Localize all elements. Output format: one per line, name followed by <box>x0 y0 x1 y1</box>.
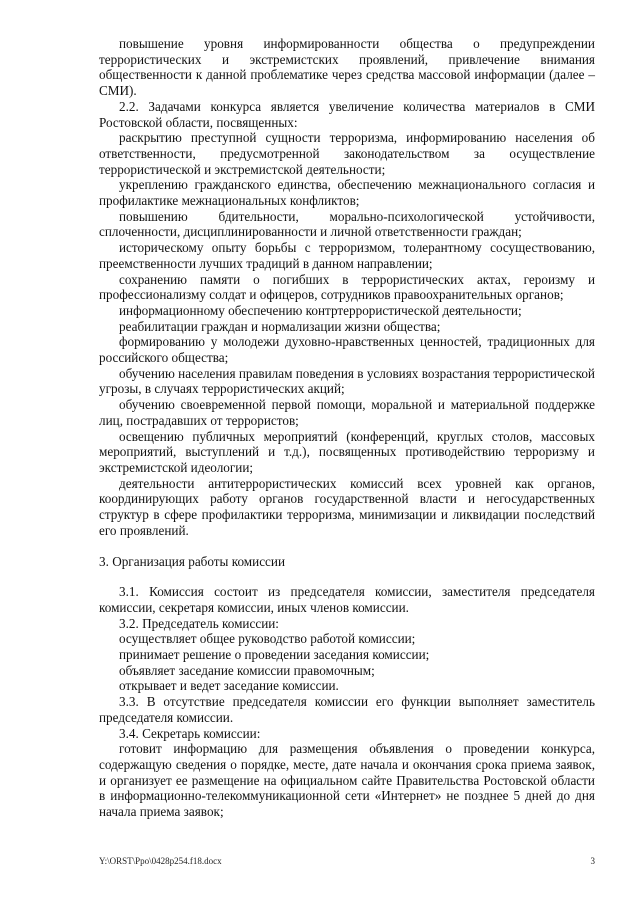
paragraph: раскрытию преступной сущности терроризма, информированию населения об ответственности, предусмотренной законодательством за осуществление террористической и экстремистской деятельности; <box>99 130 595 177</box>
paragraphs-top <box>99 36 595 539</box>
paragraph: 3.2. Председатель комиссии: <box>119 615 279 631</box>
paragraph: реабилитации граждан и нормализации жизни общества; <box>119 318 441 334</box>
paragraph: историческому опыту борьбы с терроризмом, толерантному сосуществованию, преемственности лучших традиций в данном направлении; <box>99 240 595 271</box>
paragraph: готовит информацию для размещения объявления о проведении конкурса, содержащую сведения о порядке, месте, дате начала и окончания срока приема заявок, и организует ее размещение на официальном сайте Правительства Ростовской области в информационно-телекоммуникационной сети «Интернет» не позднее 5 дней до дня начала приема заявок; <box>99 741 595 820</box>
paragraph: 3.4. Секретарь комиссии: <box>119 725 261 741</box>
paragraph: осуществляет общее руководство работой комиссии; <box>119 631 416 647</box>
paragraph: повышению бдительности, морально-психологической устойчивости, сплоченности, дисциплинированности и личной ответственности граждан; <box>99 208 595 240</box>
paragraph: обучению населения правилам поведения в условиях возрастания террористической угрозы, в случаях террористических акций; <box>99 365 595 397</box>
paragraph: освещению публичных мероприятий (конференций, круглых столов, массовых мероприятий, выступлений и т.д.), посвященных противодействию терроризму и экстремистской идеологии; <box>99 428 595 475</box>
paragraph: информационному обеспечению контртеррористической деятельности; <box>119 302 522 318</box>
paragraph: принимает решение о проведении заседания комиссии; <box>119 647 430 663</box>
file-path: Y:\ORST\Ppo\0428p254.f18.docx <box>99 856 222 866</box>
document-body <box>99 36 595 820</box>
section-heading: 3. Организация работы комиссии <box>99 553 286 569</box>
paragraph: сохранению памяти о погибших в террористических актах, героизму и профессионализму солдат и офицеров, сотрудников правоохранительных органов; <box>99 271 595 303</box>
paragraph: укреплению гражданского единства, обеспечению межнационального согласия и профилактике межнациональных конфликтов; <box>99 177 595 209</box>
paragraph: 3.1. Комиссия состоит из председателя комиссии, заместителя председателя комиссии, секретаря комиссии, иных членов комиссии. <box>99 584 595 615</box>
paragraph: объявляет заседание комиссии правомочным; <box>119 662 375 678</box>
spacer <box>99 539 595 554</box>
paragraph: открывает и ведет заседание комиссии. <box>119 678 339 694</box>
page-number: 3 <box>590 856 595 866</box>
paragraph: деятельности антитеррористических комиссий всех уровней как органов, координирующих работу органов государственной власти и негосударственных структур в сфере профилактики терроризма, минимизации и ликвидации последствий его проявлений. <box>99 475 595 538</box>
spacer <box>99 569 595 584</box>
paragraph: обучению своевременной первой помощи, моральной и материальной поддержке лиц, пострадавших от террористов; <box>99 397 595 428</box>
paragraph: 3.3. В отсутствие председателя комиссии его функции выполняет заместитель председателя комиссии. <box>99 694 595 725</box>
paragraph: 2.2. Задачами конкурса является увеличение количества материалов в СМИ Ростовской области, посвященных: <box>99 98 595 130</box>
paragraph: формированию у молодежи духовно-нравственных ценностей, традиционных для российского общества; <box>99 334 595 366</box>
paragraphs-bottom <box>99 584 595 820</box>
paragraph: повышение уровня информированности общества о предупреждении террористических и экстремистских проявлений, привлечение внимания общественности к данной проблематике через средства массовой информации (далее – СМИ). <box>99 36 595 99</box>
